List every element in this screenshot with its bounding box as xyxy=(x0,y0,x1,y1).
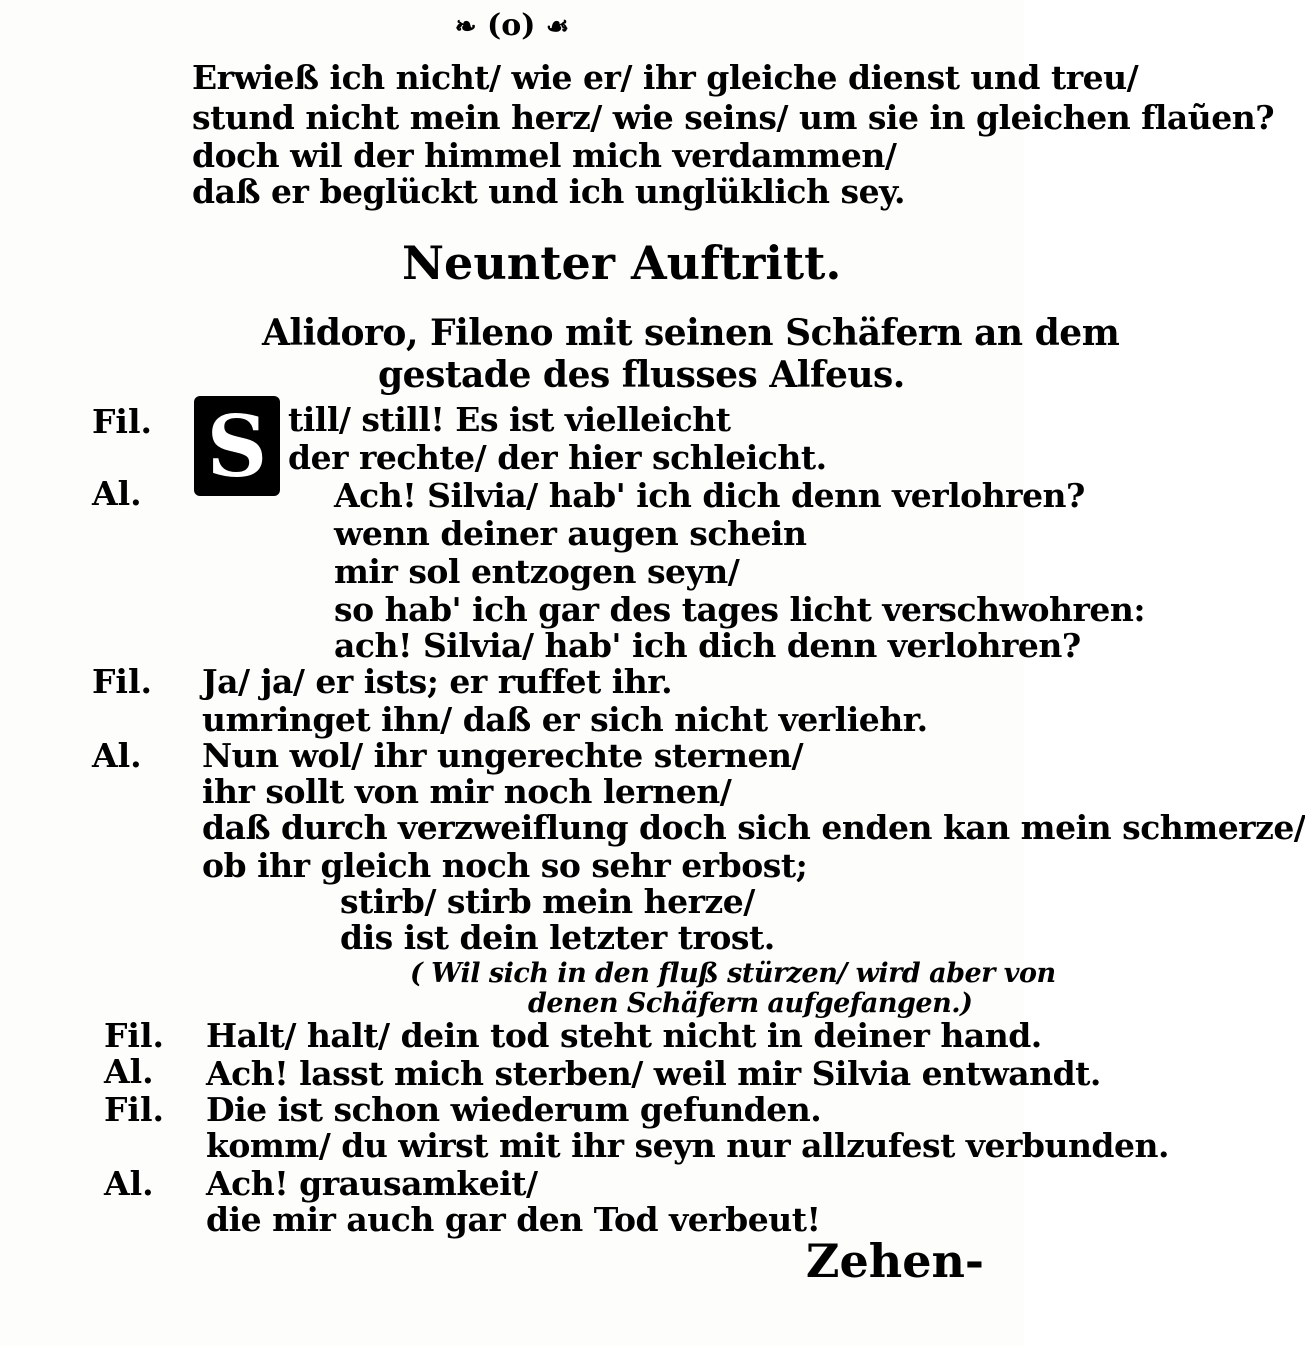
verse-line: stirb/ stirb mein herze/ xyxy=(340,882,755,921)
verse-line: Ja/ ja/ er ists; er ruffet ihr. xyxy=(202,662,673,701)
cast-line: gestade des flusses Alfeus. xyxy=(378,354,905,396)
speaker-label: Fil. xyxy=(92,402,152,441)
verse-line: Nun wol/ ihr ungerechte sternen/ xyxy=(202,736,804,775)
scene-title: Neunter Auftritt. xyxy=(402,236,842,290)
verse-line: daß durch verzweiflung doch sich enden kan mein schmerze/ xyxy=(202,808,1305,847)
cast-line: Alidoro, Fileno mit seinen Schäfern an dem xyxy=(262,312,1120,354)
page-header xyxy=(0,8,1024,43)
verse-line: till/ still! Es ist vielleicht xyxy=(288,400,731,439)
verse-line: ihr sollt von mir noch lernen/ xyxy=(202,772,732,811)
speaker-label: Al. xyxy=(104,1052,154,1091)
verse-line: komm/ du wirst mit ihr seyn nur allzufest verbunden. xyxy=(206,1126,1169,1165)
speaker-label: Al. xyxy=(92,474,142,513)
speaker-label: Fil. xyxy=(104,1090,164,1129)
page-number: (o) xyxy=(487,8,536,43)
ornament-right-icon: ☙ xyxy=(545,12,570,42)
stage-direction: denen Schäfern aufgefangen.) xyxy=(528,988,973,1019)
verse-line: die mir auch gar den Tod verbeut! xyxy=(206,1200,821,1239)
verse-line: Halt/ halt/ dein tod steht nicht in deiner hand. xyxy=(206,1016,1042,1055)
speaker-label: Fil. xyxy=(92,662,152,701)
speaker-label: Al. xyxy=(104,1164,154,1203)
verse-line: mir sol entzogen seyn/ xyxy=(334,552,740,591)
stage-direction: ( Wil sich in den fluß stürzen/ wird aber von xyxy=(410,958,1056,989)
verse-line: Erwieß ich nicht/ wie er/ ihr gleiche dienst und treu/ xyxy=(192,58,1139,97)
verse-line: der rechte/ der hier schleicht. xyxy=(288,438,827,477)
speaker-label: Fil. xyxy=(104,1016,164,1055)
catchword: Zehen- xyxy=(805,1234,984,1288)
ornament-left-icon: ❧ xyxy=(454,12,477,42)
verse-line: umringet ihn/ daß er sich nicht verliehr. xyxy=(202,700,928,739)
verse-line: stund nicht mein herz/ wie seins/ um sie in gleichen flaũen? xyxy=(192,98,1275,137)
verse-line: Die ist schon wiederum gefunden. xyxy=(206,1090,822,1129)
verse-line: ob ihr gleich noch so sehr erbost; xyxy=(202,846,808,885)
verse-line: Ach! lasst mich sterben/ weil mir Silvia entwandt. xyxy=(206,1054,1101,1093)
verse-line: Ach! grausamkeit/ xyxy=(206,1164,538,1203)
verse-line: Ach! Silvia/ hab' ich dich denn verlohren? xyxy=(334,476,1085,515)
verse-line: wenn deiner augen schein xyxy=(334,514,807,553)
verse-line: ach! Silvia/ hab' ich dich denn verlohren? xyxy=(334,626,1081,665)
verse-line: so hab' ich gar des tages licht verschwohren: xyxy=(334,590,1146,629)
verse-line: daß er beglückt und ich unglüklich sey. xyxy=(192,172,905,211)
verse-line: doch wil der himmel mich verdammen/ xyxy=(192,136,897,175)
speaker-label: Al. xyxy=(92,736,142,775)
verse-line: dis ist dein letzter trost. xyxy=(340,918,775,957)
drop-cap: S xyxy=(194,396,280,496)
